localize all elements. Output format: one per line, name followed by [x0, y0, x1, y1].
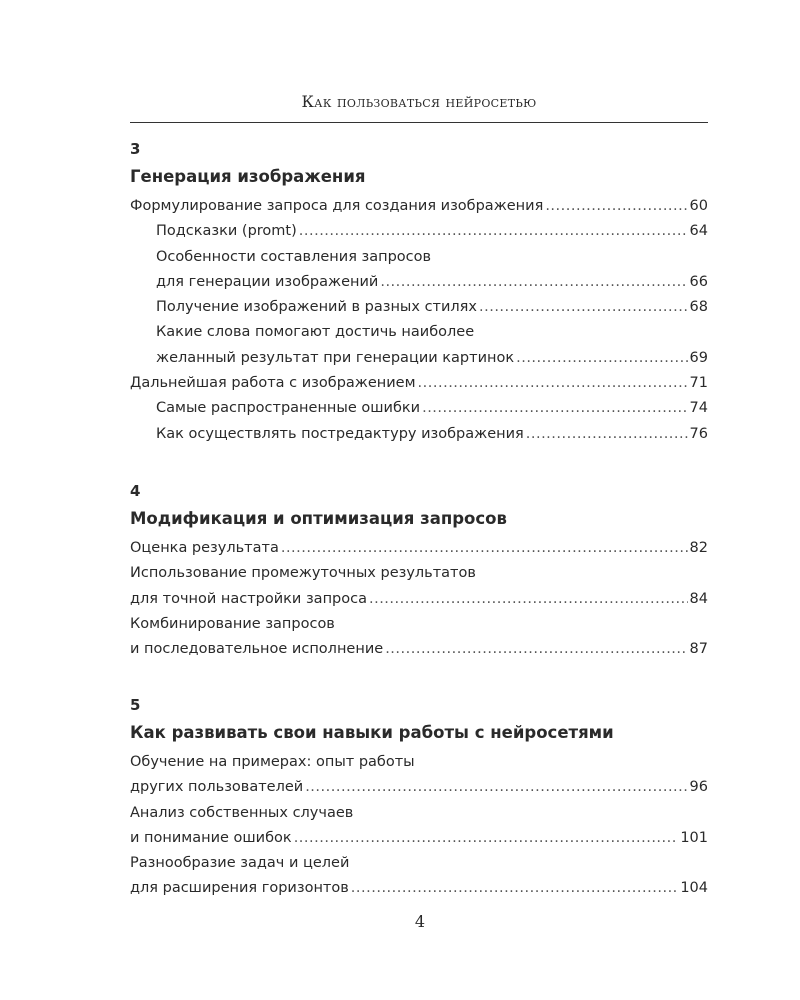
- dot-leader: [294, 826, 679, 851]
- toc-entry[interactable]: [130, 194, 708, 219]
- section-number: 3: [130, 140, 141, 158]
- toc-entry[interactable]: [130, 219, 708, 244]
- dot-leader: [299, 219, 688, 244]
- dot-leader: [526, 422, 688, 447]
- toc-entry-text: желанный результат при генерации картинок: [156, 349, 515, 366]
- section-title: Генерация изображения: [130, 167, 366, 186]
- toc-entry-text: Формулирование запроса для создания изображения: [130, 198, 544, 214]
- toc-entry[interactable]: [130, 826, 708, 851]
- dot-leader: [385, 637, 687, 662]
- toc-page-number: 101: [680, 829, 708, 846]
- dot-leader: [281, 536, 688, 561]
- toc-entry-text: Как осуществлять постредактуру изображения: [156, 425, 524, 442]
- toc-entry-text: Подсказки (promt): [156, 223, 297, 240]
- toc-section-3: [130, 140, 708, 447]
- toc-entry[interactable]: [130, 612, 708, 637]
- toc-entry[interactable]: [130, 320, 708, 345]
- toc-page-number: 96: [689, 779, 708, 796]
- dot-leader: [380, 270, 687, 295]
- dot-leader: [305, 775, 687, 800]
- toc-page-number: 104: [680, 880, 708, 897]
- section-number: 4: [130, 482, 141, 500]
- toc-entry[interactable]: [130, 801, 708, 826]
- toc-entry[interactable]: [130, 371, 708, 396]
- toc-page-number: 68: [689, 299, 708, 316]
- section-title: Как развивать свои навыки работы с нейросетями: [130, 723, 614, 742]
- toc-entry-text: Получение изображений в разных стилях: [156, 299, 477, 316]
- dot-leader: [351, 876, 679, 901]
- toc-entry-text: других пользователей: [130, 779, 304, 796]
- toc-entry[interactable]: [130, 396, 708, 421]
- toc-page-number: 82: [689, 540, 708, 556]
- toc-page-number: 76: [689, 425, 708, 442]
- page-number: 4: [414, 912, 426, 931]
- toc-entry-text: Комбинирование запросов: [130, 615, 335, 632]
- toc-entry-text: Разнообразие задач и целей: [130, 855, 350, 872]
- toc-entry-text: для генерации изображений: [156, 273, 379, 290]
- toc-page-number: 74: [689, 400, 708, 417]
- dot-leader: [369, 587, 688, 612]
- toc-page-number: 60: [689, 198, 708, 214]
- toc-entry-text: для точной настройки запроса: [130, 590, 367, 607]
- toc-entry[interactable]: [130, 270, 708, 295]
- toc-entry-text: Какие слова помогают достичь наиболее: [156, 324, 475, 341]
- toc-entry[interactable]: [130, 851, 708, 876]
- toc-entry[interactable]: [130, 637, 708, 662]
- toc-section-5: [130, 696, 708, 902]
- section-title: Модификация и оптимизация запросов: [130, 509, 507, 528]
- toc-entry-text: Самые распространенные ошибки: [156, 400, 421, 417]
- toc-section-4: [130, 482, 708, 662]
- section-number: 5: [130, 696, 141, 714]
- dot-leader: [545, 194, 687, 219]
- toc-entry[interactable]: [130, 245, 708, 270]
- toc-entry-text: Оценка результата: [130, 540, 279, 556]
- toc-entry-text: Обучение на примерах: опыт работы: [130, 754, 415, 770]
- dot-leader: [422, 396, 687, 421]
- toc-entry[interactable]: [130, 750, 708, 775]
- toc-page-number: 84: [689, 590, 708, 607]
- toc-entry[interactable]: [130, 561, 708, 586]
- toc-entry-text: и понимание ошибок: [130, 829, 292, 846]
- toc-entry[interactable]: [130, 587, 708, 612]
- header-rule: [130, 122, 708, 123]
- toc-page-number: 66: [689, 273, 708, 290]
- toc-entry-text: Дальнейшая работа с изображением: [130, 375, 416, 392]
- toc-entry-text: для расширения горизонтов: [130, 880, 349, 897]
- toc-entry-text: Особенности составления запросов: [156, 248, 432, 265]
- running-header: Как пользоваться нейросетью: [301, 92, 537, 111]
- toc-entry[interactable]: [130, 536, 708, 561]
- dot-leader: [418, 371, 688, 396]
- dot-leader: [516, 346, 687, 371]
- toc-page-number: 71: [689, 375, 708, 392]
- toc-entry[interactable]: [130, 876, 708, 901]
- toc-entry-text: Использование промежуточных результатов: [130, 565, 476, 582]
- toc-entry[interactable]: [130, 346, 708, 371]
- toc-page-number: 69: [689, 349, 708, 366]
- toc-entry[interactable]: [130, 422, 708, 447]
- toc-entry[interactable]: [130, 775, 708, 800]
- toc-page-number: 87: [689, 641, 708, 658]
- dot-leader: [479, 295, 688, 320]
- toc-entry-text: Анализ собственных случаев: [130, 804, 354, 821]
- toc-page-number: 64: [689, 223, 708, 240]
- toc-entry[interactable]: [130, 295, 708, 320]
- toc-entry-text: и последовательное исполнение: [130, 641, 384, 658]
